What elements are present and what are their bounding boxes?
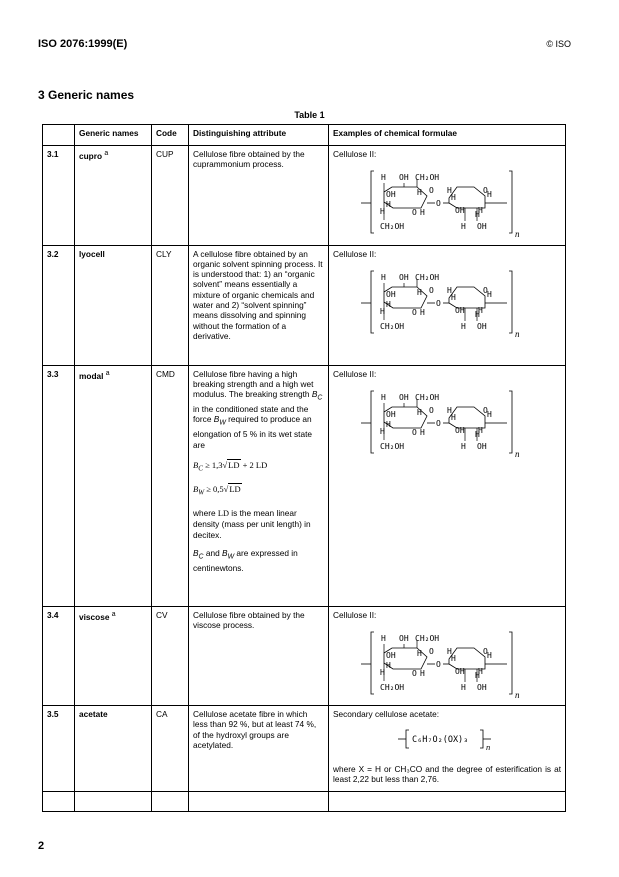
copyright-mark: © ISO [546,39,571,49]
text-fragment: where [193,507,218,518]
symbol-sub: C [198,553,204,561]
formula-relation: ≥ 1,3 [202,459,223,470]
example-label: Cellulose II: [333,368,377,379]
bw-symbol [213,414,226,428]
empty-cell [189,792,329,812]
example-label: Cellulose II: [333,609,377,620]
generic-name-text: acetate [79,709,108,720]
cellulose-structure [359,385,561,461]
example [329,606,566,706]
formula-bc: $B_C \ge 1,3√LD + 2$ LD [193,459,268,473]
symbol-b: B [193,547,199,558]
example-label: Cellulose II: [333,248,377,259]
cellulose-structure [359,626,561,702]
table-row-empty [43,792,566,812]
text-fragment: in the conditioned state and the force [193,404,309,425]
code: CUP [152,146,189,246]
code: CA [152,706,189,792]
text-fragment: is the mean linear density (mass per unit length) in decitex. [193,507,311,540]
acetate-formula-text: C₆H₇O₂(OX)₃ [412,735,469,746]
table-row [43,146,566,246]
generic-name-text: viscose [79,611,110,622]
symbol-b: B [311,389,318,400]
example [329,706,566,792]
symbol-sub: C [198,464,203,473]
attribute: A cellulose fibre obtained by an organic solvent spinning process. It is understood that: 1) an “organic solvent” means essentially a mixture of organic chemicals and water and 2) “solvent spinning” means dissolving and spinning without the formation of a derivative. [189,245,329,365]
acetate-formula [333,727,561,755]
symbol-sub: W [198,488,205,497]
generic-name-text: modal [79,370,104,381]
symbol-sub: C [317,394,323,402]
generic-name-text: lyocell [79,248,105,259]
row-number: 3.3 [43,365,75,606]
code: CV [152,606,189,706]
code: CLY [152,245,189,365]
empty-cell [75,792,152,812]
text-fragment: Cellulose fibre having a high breaking strength and a high wet modulus. The breaking strength [193,368,314,400]
table-row [43,245,566,365]
row-number: 3.5 [43,706,75,792]
symbol-b: B [193,483,199,494]
formula-relation: ≥ 0,5 [204,483,224,494]
acetate-note: where X = H or CH₃CO and the degree of esterification is at least 2,22 but less than 2,76. [333,763,561,785]
empty-cell [329,792,566,812]
example [329,365,566,606]
formula-radicand: LD [228,459,240,470]
footnote-marker: a [105,369,110,377]
formula-tail: + 2 LD [240,459,268,470]
generic-name [75,146,152,246]
col-header-number [43,125,75,146]
generic-name [75,365,152,606]
attribute [189,365,329,606]
col-header-examples: Examples of chemical formulae [329,125,566,146]
example [329,146,566,246]
ld-definition [193,508,324,540]
table-caption: Table 1 [294,110,325,120]
empty-cell [152,792,189,812]
page-number: 2 [38,840,45,852]
row-number: 3.4 [43,606,75,706]
formula-radicand: LD [229,483,241,494]
col-header-code: Code [152,125,189,146]
symbol-b: B [193,459,199,470]
table-row [43,606,566,706]
cellulose-structure [359,165,561,241]
example-label: Secondary cellulose acetate: [333,709,440,720]
col-header-attribute: Distinguishing attribute [189,125,329,146]
empty-cell [43,792,75,812]
bc-symbol [311,389,323,402]
code: CMD [152,365,189,606]
symbol-b: B [213,414,220,425]
table-row [43,706,566,792]
formula-bw: $B_W \ge 0,5√LD$ [193,483,241,497]
acetate-n-subscript: n [486,742,491,753]
symbol-sub: W [227,553,235,561]
generic-names-table [42,124,566,812]
units-note [193,548,324,573]
attribute: Cellulose fibre obtained by the viscose process. [189,606,329,706]
generic-name [75,245,152,365]
cellulose-structure [359,265,561,341]
symbol-b: B [222,547,228,558]
ld-symbol: LD [217,508,229,518]
symbol-sub: W [219,420,226,428]
example [329,245,566,365]
example-label: Cellulose II: [333,149,377,159]
attribute: Cellulose acetate fibre in which less than 92 %, but at least 74 %, of the hydroxyl groups are acetylated. [189,706,329,792]
generic-name [75,606,152,706]
acetate-formula-graphic [392,727,502,753]
section-title: 3 Generic names [38,88,135,102]
text-fragment: are expressed in centinewtons. [193,547,298,573]
document-id: ISO 2076:1999(E) [38,38,128,50]
footnote-marker: a [104,150,109,157]
col-header-generic-names: Generic names [75,125,152,146]
table-header-row [43,125,566,146]
modal-definition [193,369,324,450]
attribute: Cellulose fibre obtained by the cuprammonium process. [189,146,329,246]
text-fragment: required to produce an elongation of 5 % in its wet state are [193,414,312,450]
row-number: 3.1 [43,146,75,246]
table-row [43,365,566,606]
footnote-marker: a [111,610,116,618]
generic-name [75,706,152,792]
generic-name-text: cupro [79,150,103,161]
text-fragment: and [203,547,223,558]
row-number: 3.2 [43,245,75,365]
